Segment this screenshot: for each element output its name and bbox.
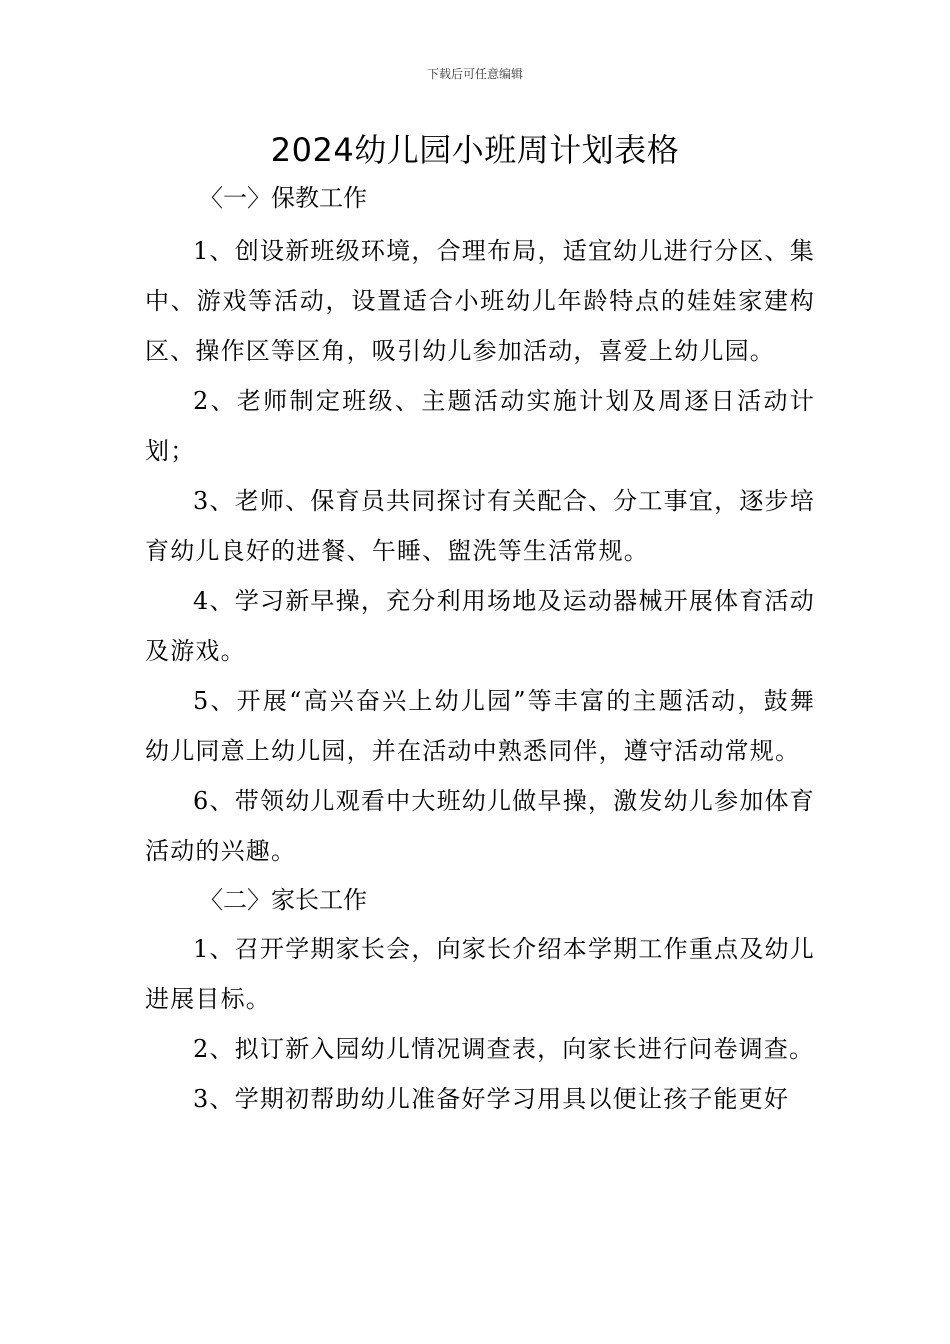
document-body bbox=[145, 174, 815, 1124]
paragraph: 2、拟订新入园幼儿情况调查表，向家长进行问卷调查。 bbox=[193, 1035, 815, 1063]
paragraph: 2、老师制定班级、主题活动实施计划及周逐日活动计划； bbox=[145, 387, 815, 465]
header-note: 下载后可任意编辑 bbox=[426, 67, 523, 81]
document-title: 2024幼儿园小班周计划表格 bbox=[270, 131, 680, 169]
section-heading: 〈二〉家长工作 bbox=[199, 886, 367, 914]
section-heading: 〈一〉保教工作 bbox=[199, 184, 367, 212]
section-parent-work bbox=[145, 876, 815, 1124]
paragraph: 3、学期初帮助幼儿准备好学习用具以便让孩子能更好 bbox=[193, 1085, 790, 1113]
paragraph: 4、学习新早操，充分利用场地及运动器械开展体育活动及游戏。 bbox=[145, 587, 815, 665]
paragraph: 3、老师、保育员共同探讨有关配合、分工事宜，逐步培育幼儿良好的进餐、午睡、盥洗等生活常规。 bbox=[145, 487, 815, 565]
paragraph: 1、召开学期家长会，向家长介绍本学期工作重点及幼儿进展目标。 bbox=[145, 935, 815, 1013]
section-teaching-care bbox=[145, 174, 815, 876]
paragraph: 5、开展“高兴奋兴上幼儿园”等丰富的主题活动，鼓舞幼儿同意上幼儿园，并在活动中熟悉同伴，遵守活动常规。 bbox=[145, 687, 815, 765]
paragraph: 6、带领幼儿观看中大班幼儿做早操，激发幼儿参加体育活动的兴趣。 bbox=[145, 787, 815, 865]
paragraph: 1、创设新班级环境，合理布局，适宜幼儿进行分区、集中、游戏等活动，设置适合小班幼儿年龄特点的娃娃家建构区、操作区等区角，吸引幼儿参加活动，喜爱上幼儿园。 bbox=[145, 237, 815, 365]
